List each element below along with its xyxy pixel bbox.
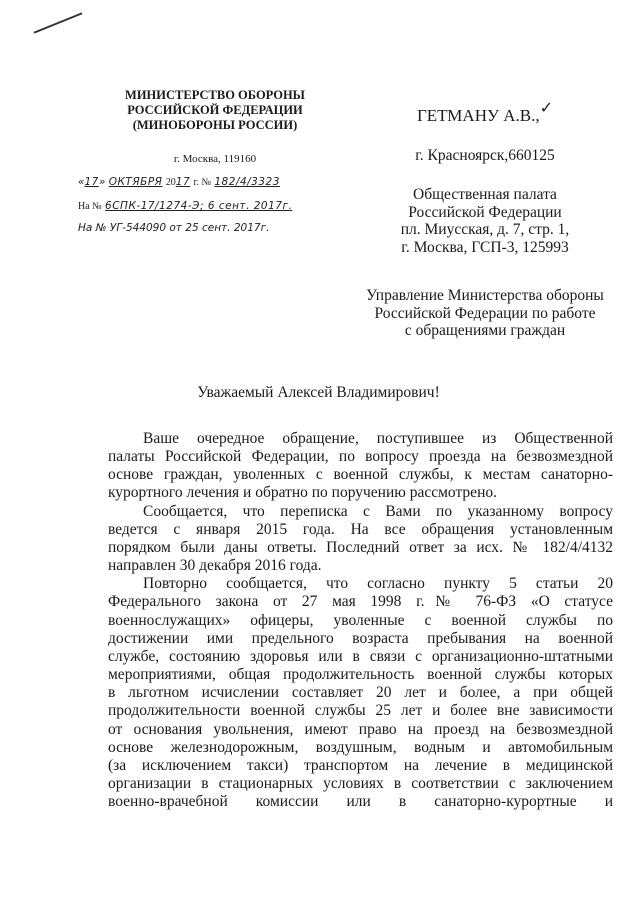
text-line: в льготном исчислении составляет 20 лет и более, а при общей bbox=[108, 684, 613, 702]
ref-value: 6СПК-17/1274-Э; 6 сент. 2017г. bbox=[105, 200, 293, 212]
quote: « bbox=[78, 176, 85, 188]
text-line: Федерального закона от 27 мая 1998 г.№ 76-ФЗ «О статусе bbox=[108, 593, 613, 611]
quote: » bbox=[98, 176, 106, 188]
address-line: Российской Федерации по работе bbox=[374, 304, 596, 322]
greeting: Уважаемый Алексей Владимирович! bbox=[197, 384, 440, 401]
date-day: 17 bbox=[84, 176, 99, 188]
copy-recipient-1 bbox=[340, 186, 630, 256]
text-line: от основания увольнения, имеют право на проезд на безвозмездной bbox=[108, 720, 613, 738]
ref-label: На № bbox=[78, 201, 102, 212]
outgoing-number: 182/4/3323 bbox=[214, 176, 280, 188]
text-line: службе, состоянию здоровья или в связи с организационно-штатными bbox=[108, 647, 613, 665]
text-line: Сообщается, что переписка с Вами по указанному вопросу bbox=[143, 502, 613, 520]
address-line: г. Москва, ГСП-3, 125993 bbox=[401, 238, 569, 256]
reference-2: На № УГ-544090 от 25 сент. 2017г. bbox=[78, 222, 270, 234]
letter-body bbox=[108, 430, 613, 811]
year-prefix: 20 bbox=[165, 177, 176, 188]
text-line: курортного лечения и обратно по поручению рассмотрено. bbox=[108, 484, 497, 502]
paragraph bbox=[108, 503, 613, 576]
sender-line: МИНИСТЕРСТВО ОБОРОНЫ bbox=[125, 88, 305, 102]
address-line: Российской Федерации bbox=[408, 203, 562, 221]
reference-1 bbox=[78, 200, 292, 212]
text-line: основе железнодорожным, воздушным, водным и автомобильным bbox=[108, 738, 613, 756]
check-mark-icon: ✓ bbox=[539, 98, 554, 117]
text-line: достижении ими предельного возраста пребывания на военной bbox=[108, 629, 613, 647]
sender-line: РОССИЙСКОЙ ФЕДЕРАЦИИ bbox=[127, 103, 303, 117]
text-line: порядком были даны ответы. Последний ответ за исх. № 182/4/4132 bbox=[108, 538, 613, 556]
recipient-city: г. Красноярск,660125 bbox=[415, 147, 555, 164]
address-line: пл. Миусская, д. 7, стр. 1, bbox=[400, 221, 570, 238]
text-line: продолжительности военной службы 25 лет и более вне зависимости bbox=[108, 702, 613, 720]
number-label: г. № bbox=[193, 177, 212, 188]
text-line: организации в стационарных условиях в соответствии с заключением bbox=[108, 774, 613, 792]
text-line: Повторно сообщается, что согласно пункту 5 статьи 20 bbox=[143, 575, 613, 593]
text-line: направлен 30 декабря 2016 года. bbox=[108, 557, 322, 575]
text-line: основе граждан, уволенных с военной службы, к местам санаторно- bbox=[108, 466, 613, 484]
text-line: палаты Российской Федерации, по вопросу проезда на безвозмездной bbox=[108, 448, 613, 466]
sender-header bbox=[95, 88, 335, 133]
pen-mark bbox=[34, 12, 83, 33]
date-month: ОКТЯБРЯ bbox=[108, 176, 163, 188]
text-line: военно-врачебной комиссии или в санаторно-курортные и bbox=[108, 793, 613, 811]
copy-recipient-2 bbox=[340, 287, 630, 340]
sender-city: г. Москва, 119160 bbox=[173, 153, 257, 165]
paragraph bbox=[108, 430, 613, 503]
address-line: с обращениями граждан bbox=[404, 322, 566, 339]
paragraph bbox=[108, 575, 613, 811]
date-year: 17 bbox=[175, 176, 191, 188]
address-line: Общественная палата bbox=[413, 186, 557, 203]
sender-line: (МИНОБОРОНЫ РОССИИ) bbox=[132, 118, 298, 132]
recipient-name-text: ГЕТМАНУ А.В., bbox=[416, 106, 540, 125]
text-line: Ваше очередное обращение, поступившее из Общественной bbox=[143, 430, 613, 447]
text-line: (за исключением такси) транспортом на лечение в медицинской bbox=[108, 756, 613, 774]
recipient-name bbox=[340, 98, 630, 125]
address-line: Управление Министерства обороны bbox=[366, 287, 604, 304]
outgoing-date-line bbox=[78, 176, 280, 188]
text-line: ведется с января 2015 года. На все обращения установленным bbox=[108, 520, 613, 538]
text-line: мероприятиями, общая продолжительность военной службы которых bbox=[108, 666, 613, 684]
text-line: военнослужащих» офицеры, уволенные с военной службы по bbox=[108, 611, 613, 629]
